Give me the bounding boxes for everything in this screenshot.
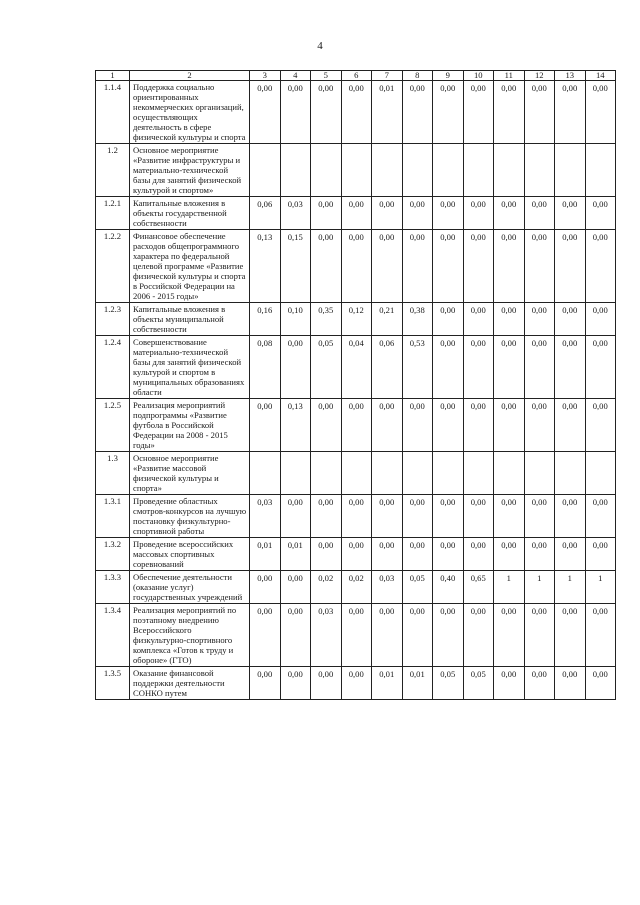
value-cell: 0,00 <box>585 230 616 303</box>
value-cell: 0,00 <box>280 667 311 700</box>
value-cell: 0,00 <box>585 495 616 538</box>
value-cell <box>524 144 555 197</box>
table-row <box>96 495 616 538</box>
value-cell: 0,08 <box>250 336 281 399</box>
value-cell: 0,00 <box>555 336 586 399</box>
value-cell: 0,00 <box>250 571 281 604</box>
value-cell: 0,00 <box>585 538 616 571</box>
value-cell: 0,00 <box>524 336 555 399</box>
value-cell: 0,16 <box>250 303 281 336</box>
table-row <box>96 604 616 667</box>
value-cell: 1 <box>585 571 616 604</box>
value-cell: 0,03 <box>250 495 281 538</box>
row-name: Капитальные вложения в объекты муниципальной собственности <box>130 303 250 336</box>
header-cell: 8 <box>402 71 433 81</box>
row-number: 1.3 <box>96 452 130 495</box>
value-cell: 0,00 <box>585 399 616 452</box>
row-name: Капитальные вложения в объекты государственной собственности <box>130 197 250 230</box>
header-cell: 5 <box>311 71 342 81</box>
header-cell: 2 <box>130 71 250 81</box>
value-cell: 0,00 <box>250 399 281 452</box>
row-number: 1.2.3 <box>96 303 130 336</box>
value-cell: 0,01 <box>372 667 403 700</box>
value-cell: 0,00 <box>494 81 525 144</box>
header-cell: 3 <box>250 71 281 81</box>
table-row <box>96 81 616 144</box>
value-cell <box>372 452 403 495</box>
value-cell: 0,00 <box>433 81 464 144</box>
value-cell <box>341 144 372 197</box>
value-cell: 0,00 <box>585 336 616 399</box>
row-name: Основное мероприятие «Развитие массовой физической культуры и спорта» <box>130 452 250 495</box>
value-cell: 0,15 <box>280 230 311 303</box>
table-row <box>96 144 616 197</box>
table-row <box>96 571 616 604</box>
value-cell: 0,00 <box>433 197 464 230</box>
value-cell: 0,02 <box>311 571 342 604</box>
value-cell: 0,35 <box>311 303 342 336</box>
value-cell: 0,00 <box>494 197 525 230</box>
value-cell <box>341 452 372 495</box>
value-cell <box>250 452 281 495</box>
value-cell: 0,00 <box>341 538 372 571</box>
value-cell: 0,00 <box>555 604 586 667</box>
value-cell: 0,00 <box>585 81 616 144</box>
value-cell: 0,00 <box>555 81 586 144</box>
value-cell: 0,00 <box>311 399 342 452</box>
value-cell: 0,00 <box>341 81 372 144</box>
value-cell: 0,00 <box>555 399 586 452</box>
value-cell: 0,00 <box>585 604 616 667</box>
row-number: 1.2.5 <box>96 399 130 452</box>
value-cell <box>463 452 494 495</box>
row-number: 1.1.4 <box>96 81 130 144</box>
value-cell <box>311 144 342 197</box>
value-cell: 0,03 <box>280 197 311 230</box>
value-cell: 0,00 <box>463 399 494 452</box>
table-body <box>96 81 616 700</box>
value-cell: 0,00 <box>494 336 525 399</box>
row-name: Реализация мероприятий по поэтапному внедрению Всероссийского физкультурно-спортивного комплекса «Готов к труду и обороне» (ГТО) <box>130 604 250 667</box>
value-cell: 0,00 <box>463 538 494 571</box>
value-cell: 0,00 <box>494 495 525 538</box>
value-cell: 0,01 <box>372 81 403 144</box>
value-cell: 0,00 <box>463 336 494 399</box>
value-cell: 0,65 <box>463 571 494 604</box>
value-cell: 0,01 <box>280 538 311 571</box>
value-cell: 0,00 <box>372 495 403 538</box>
value-cell: 0,00 <box>341 197 372 230</box>
value-cell: 0,13 <box>280 399 311 452</box>
value-cell: 0,00 <box>402 604 433 667</box>
value-cell: 0,00 <box>494 667 525 700</box>
value-cell: 0,00 <box>311 495 342 538</box>
value-cell <box>585 144 616 197</box>
value-cell: 0,00 <box>524 81 555 144</box>
value-cell <box>585 452 616 495</box>
value-cell: 0,00 <box>311 81 342 144</box>
value-cell: 0,00 <box>311 230 342 303</box>
row-number: 1.2.2 <box>96 230 130 303</box>
value-cell <box>402 144 433 197</box>
value-cell: 0,00 <box>494 538 525 571</box>
value-cell: 0,00 <box>494 230 525 303</box>
value-cell: 0,00 <box>555 538 586 571</box>
value-cell: 0,05 <box>311 336 342 399</box>
value-cell: 0,03 <box>372 571 403 604</box>
header-cell: 12 <box>524 71 555 81</box>
value-cell <box>372 144 403 197</box>
row-name: Поддержка социально ориентированных некоммерческих организаций, осуществляющих деятельность в сфере физической культуры и спорта <box>130 81 250 144</box>
value-cell: 0,00 <box>250 667 281 700</box>
value-cell: 0,00 <box>463 495 494 538</box>
value-cell: 0,00 <box>463 197 494 230</box>
value-cell: 0,00 <box>402 538 433 571</box>
row-number: 1.3.1 <box>96 495 130 538</box>
header-cell: 10 <box>463 71 494 81</box>
value-cell: 0,12 <box>341 303 372 336</box>
value-cell: 0,00 <box>372 604 403 667</box>
table-row <box>96 538 616 571</box>
value-cell: 0,00 <box>402 399 433 452</box>
value-cell: 0,00 <box>555 197 586 230</box>
value-cell <box>311 452 342 495</box>
value-cell: 0,00 <box>524 303 555 336</box>
value-cell: 0,00 <box>433 303 464 336</box>
value-cell: 0,00 <box>524 399 555 452</box>
value-cell: 0,00 <box>433 336 464 399</box>
value-cell <box>524 452 555 495</box>
value-cell: 0,00 <box>433 399 464 452</box>
header-cell: 7 <box>372 71 403 81</box>
value-cell: 0,00 <box>463 81 494 144</box>
value-cell: 0,00 <box>402 495 433 538</box>
header-cell: 9 <box>433 71 464 81</box>
value-cell: 0,00 <box>524 230 555 303</box>
value-cell: 0,03 <box>311 604 342 667</box>
row-name: Основное мероприятие «Развитие инфраструктуры и материально-технической базы для занятий физической культурой и спортом» <box>130 144 250 197</box>
value-cell <box>250 144 281 197</box>
value-cell: 0,00 <box>280 81 311 144</box>
value-cell: 0,00 <box>555 230 586 303</box>
value-cell: 0,00 <box>463 303 494 336</box>
value-cell: 0,00 <box>494 399 525 452</box>
value-cell: 0,00 <box>311 197 342 230</box>
header-row <box>96 71 616 81</box>
value-cell: 0,00 <box>341 604 372 667</box>
table-row <box>96 452 616 495</box>
table-row <box>96 303 616 336</box>
value-cell: 0,00 <box>341 667 372 700</box>
value-cell: 0,00 <box>524 495 555 538</box>
row-name: Финансовое обеспечение расходов общепрограммного характера по федеральной целевой программе «Развитие физической культуры и спорта в Российской Федерации на 2006 - 2015 годы» <box>130 230 250 303</box>
value-cell: 0,00 <box>341 399 372 452</box>
value-cell <box>494 144 525 197</box>
header-cell: 4 <box>280 71 311 81</box>
value-cell: 1 <box>555 571 586 604</box>
value-cell: 0,00 <box>341 230 372 303</box>
value-cell: 0,00 <box>341 495 372 538</box>
table-row <box>96 197 616 230</box>
value-cell: 0,00 <box>524 197 555 230</box>
value-cell: 0,00 <box>433 230 464 303</box>
value-cell <box>433 144 464 197</box>
value-cell: 0,00 <box>280 604 311 667</box>
value-cell: 0,00 <box>555 667 586 700</box>
value-cell: 0,00 <box>494 604 525 667</box>
value-cell: 0,00 <box>372 197 403 230</box>
value-cell <box>280 452 311 495</box>
row-name: Проведение всероссийских массовых спортивных соревнований <box>130 538 250 571</box>
value-cell <box>555 144 586 197</box>
value-cell: 0,13 <box>250 230 281 303</box>
value-cell: 0,02 <box>341 571 372 604</box>
value-cell: 0,00 <box>555 303 586 336</box>
header-cell: 11 <box>494 71 525 81</box>
value-cell <box>433 452 464 495</box>
value-cell: 0,00 <box>372 230 403 303</box>
row-name: Проведение областных смотров-конкурсов на лучшую постановку физкультурно-спортивной работы <box>130 495 250 538</box>
row-name: Обеспечение деятельности (оказание услуг) государственных учреждений <box>130 571 250 604</box>
value-cell: 0,00 <box>372 399 403 452</box>
value-cell: 0,01 <box>402 667 433 700</box>
value-cell: 0,00 <box>280 495 311 538</box>
row-name: Оказание финансовой поддержки деятельности СОНКО путем <box>130 667 250 700</box>
value-cell: 0,05 <box>433 667 464 700</box>
value-cell: 0,01 <box>250 538 281 571</box>
value-cell: 0,04 <box>341 336 372 399</box>
value-cell: 0,00 <box>524 538 555 571</box>
row-number: 1.2.4 <box>96 336 130 399</box>
value-cell: 0,00 <box>463 604 494 667</box>
header-cell: 14 <box>585 71 616 81</box>
value-cell: 0,00 <box>311 667 342 700</box>
value-cell: 0,00 <box>433 538 464 571</box>
value-cell: 0,05 <box>402 571 433 604</box>
value-cell: 0,00 <box>372 538 403 571</box>
table-row <box>96 336 616 399</box>
value-cell <box>280 144 311 197</box>
value-cell: 0,00 <box>585 667 616 700</box>
value-cell: 1 <box>524 571 555 604</box>
value-cell: 0,00 <box>280 571 311 604</box>
value-cell: 0,00 <box>311 538 342 571</box>
value-cell: 0,00 <box>585 303 616 336</box>
indicators-table <box>95 70 616 700</box>
value-cell: 0,00 <box>524 667 555 700</box>
value-cell <box>494 452 525 495</box>
row-number: 1.3.5 <box>96 667 130 700</box>
value-cell: 0,00 <box>494 303 525 336</box>
row-number: 1.3.4 <box>96 604 130 667</box>
row-name: Совершенствование материально-технической базы для занятий физической культурой и спортом в муниципальных образованиях области <box>130 336 250 399</box>
value-cell: 0,00 <box>250 604 281 667</box>
row-number: 1.3.2 <box>96 538 130 571</box>
table-row <box>96 667 616 700</box>
value-cell: 0,00 <box>463 230 494 303</box>
value-cell: 0,00 <box>585 197 616 230</box>
value-cell: 0,53 <box>402 336 433 399</box>
value-cell: 0,21 <box>372 303 403 336</box>
value-cell <box>555 452 586 495</box>
value-cell: 0,00 <box>402 81 433 144</box>
header-cell: 1 <box>96 71 130 81</box>
value-cell: 1 <box>494 571 525 604</box>
value-cell: 0,00 <box>402 230 433 303</box>
row-name: Реализация мероприятий подпрограммы «Развитие футбола в Российской Федерации на 2008 - 2015 годы» <box>130 399 250 452</box>
value-cell: 0,00 <box>402 197 433 230</box>
value-cell: 0,06 <box>250 197 281 230</box>
value-cell: 0,00 <box>280 336 311 399</box>
value-cell: 0,00 <box>555 495 586 538</box>
header-cell: 13 <box>555 71 586 81</box>
value-cell: 0,40 <box>433 571 464 604</box>
value-cell: 0,38 <box>402 303 433 336</box>
value-cell: 0,00 <box>433 604 464 667</box>
row-number: 1.2 <box>96 144 130 197</box>
value-cell: 0,00 <box>524 604 555 667</box>
value-cell: 0,06 <box>372 336 403 399</box>
value-cell: 0,00 <box>250 81 281 144</box>
value-cell <box>402 452 433 495</box>
row-number: 1.3.3 <box>96 571 130 604</box>
table-row <box>96 230 616 303</box>
value-cell <box>463 144 494 197</box>
value-cell: 0,05 <box>463 667 494 700</box>
header-cell: 6 <box>341 71 372 81</box>
row-number: 1.2.1 <box>96 197 130 230</box>
page-number: 4 <box>317 40 323 52</box>
value-cell: 0,10 <box>280 303 311 336</box>
table-row <box>96 399 616 452</box>
value-cell: 0,00 <box>433 495 464 538</box>
